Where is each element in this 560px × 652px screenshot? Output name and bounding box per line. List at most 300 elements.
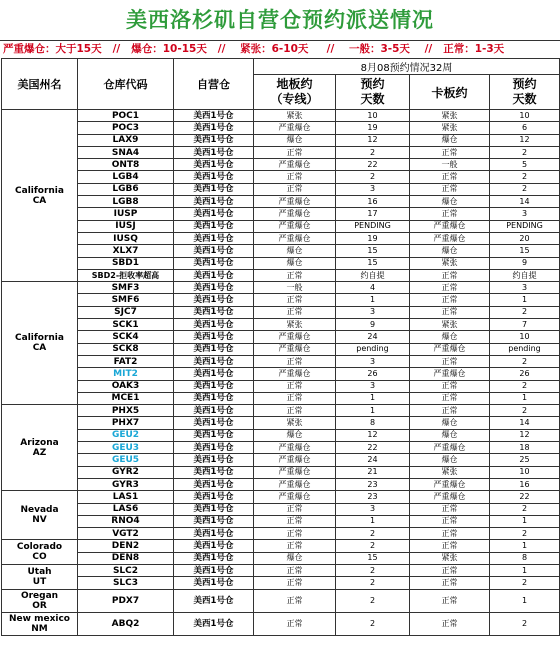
warehouse-code: POC1 xyxy=(78,110,174,122)
warehouse-code: GEU3 xyxy=(78,442,174,454)
legend-item: 紧张：6-10天 xyxy=(240,43,309,55)
warehouse-name: 美西1号仓 xyxy=(174,196,254,208)
legend-item: 严重爆仓：大于15天 xyxy=(3,43,102,55)
table-row xyxy=(2,417,560,429)
floor-days: 1 xyxy=(336,392,410,404)
floor-status: 严重爆仓 xyxy=(254,220,336,232)
table-row xyxy=(2,589,560,612)
table-row xyxy=(2,159,560,171)
card-status: 正常 xyxy=(410,380,490,392)
card-status: 严重爆仓 xyxy=(410,232,490,244)
card-days: 1 xyxy=(490,392,560,404)
warehouse-code: GEU2 xyxy=(78,429,174,441)
floor-days: 2 xyxy=(336,146,410,158)
warehouse-name: 美西1号仓 xyxy=(174,564,254,576)
card-status: 正常 xyxy=(410,589,490,612)
header-card: 卡板约 xyxy=(410,75,490,110)
card-status: 正常 xyxy=(410,269,490,281)
warehouse-name: 美西1号仓 xyxy=(174,528,254,540)
floor-days: 23 xyxy=(336,478,410,490)
warehouse-name: 美西1号仓 xyxy=(174,454,254,466)
state-cell: California CA xyxy=(2,110,78,282)
floor-status: 严重爆仓 xyxy=(254,454,336,466)
card-status: 爆仓 xyxy=(410,134,490,146)
warehouse-code: SLC3 xyxy=(78,577,174,589)
floor-status: 正常 xyxy=(254,355,336,367)
floor-status: 紧张 xyxy=(254,110,336,122)
warehouse-code: SBD2-拒收率超高 xyxy=(78,269,174,281)
card-status: 正常 xyxy=(410,528,490,540)
header-floor: 地板约 （专线） xyxy=(254,75,336,110)
state-cell: California CA xyxy=(2,282,78,405)
floor-days: 19 xyxy=(336,122,410,134)
floor-days: 2 xyxy=(336,577,410,589)
card-status: 正常 xyxy=(410,282,490,294)
floor-days: 16 xyxy=(336,196,410,208)
state-cell: New mexico NM xyxy=(2,612,78,635)
warehouse-name: 美西1号仓 xyxy=(174,319,254,331)
header-code: 仓库代码 xyxy=(78,59,174,110)
card-days: 10 xyxy=(490,331,560,343)
floor-status: 爆仓 xyxy=(254,245,336,257)
floor-days: 8 xyxy=(336,417,410,429)
card-days: 2 xyxy=(490,405,560,417)
floor-status: 严重爆仓 xyxy=(254,466,336,478)
warehouse-code: VGT2 xyxy=(78,528,174,540)
floor-days: 3 xyxy=(336,306,410,318)
floor-days: 19 xyxy=(336,232,410,244)
floor-status: 正常 xyxy=(254,528,336,540)
warehouse-code: SLC2 xyxy=(78,564,174,576)
floor-days: 2 xyxy=(336,540,410,552)
table-row xyxy=(2,392,560,404)
warehouse-code: PDX7 xyxy=(78,589,174,612)
warehouse-code: FAT2 xyxy=(78,355,174,367)
floor-status: 正常 xyxy=(254,405,336,417)
table-row xyxy=(2,405,560,417)
floor-status: 正常 xyxy=(254,306,336,318)
warehouse-name: 美西1号仓 xyxy=(174,208,254,220)
table-row xyxy=(2,294,560,306)
card-days: 3 xyxy=(490,282,560,294)
warehouse-name: 美西1号仓 xyxy=(174,491,254,503)
card-days: 12 xyxy=(490,134,560,146)
legend-item: 正常：1-3天 xyxy=(443,43,505,55)
floor-status: 爆仓 xyxy=(254,257,336,269)
floor-days: 4 xyxy=(336,282,410,294)
warehouse-name: 美西1号仓 xyxy=(174,552,254,564)
floor-days: 24 xyxy=(336,454,410,466)
card-status: 正常 xyxy=(410,355,490,367)
warehouse-code: SMF3 xyxy=(78,282,174,294)
warehouse-name: 美西1号仓 xyxy=(174,343,254,355)
warehouse-name: 美西1号仓 xyxy=(174,134,254,146)
table-row xyxy=(2,171,560,183)
card-status: 一般 xyxy=(410,159,490,171)
warehouse-name: 美西1号仓 xyxy=(174,269,254,281)
card-status: 严重爆仓 xyxy=(410,368,490,380)
floor-days: 2 xyxy=(336,589,410,612)
floor-days: 2 xyxy=(336,612,410,635)
table-row xyxy=(2,454,560,466)
legend-item: 一般：3-5天 xyxy=(348,43,410,55)
legend-separator: // xyxy=(326,43,335,55)
floor-status: 严重爆仓 xyxy=(254,232,336,244)
floor-status: 严重爆仓 xyxy=(254,122,336,134)
floor-status: 正常 xyxy=(254,589,336,612)
warehouse-name: 美西1号仓 xyxy=(174,392,254,404)
booking-table xyxy=(1,58,560,636)
card-status: 紧张 xyxy=(410,122,490,134)
card-status: 正常 xyxy=(410,392,490,404)
warehouse-code: IUSJ xyxy=(78,220,174,232)
card-status: 紧张 xyxy=(410,466,490,478)
table-row xyxy=(2,282,560,294)
floor-status: 严重爆仓 xyxy=(254,491,336,503)
card-status: 爆仓 xyxy=(410,245,490,257)
table-row xyxy=(2,257,560,269)
legend-separator: // xyxy=(217,43,226,55)
state-cell: Colorado CO xyxy=(2,540,78,565)
table-row xyxy=(2,269,560,281)
warehouse-code: SNA4 xyxy=(78,146,174,158)
warehouse-name: 美西1号仓 xyxy=(174,245,254,257)
state-cell: Oregan OR xyxy=(2,589,78,612)
table-row xyxy=(2,183,560,195)
card-status: 严重爆仓 xyxy=(410,220,490,232)
floor-days: 17 xyxy=(336,208,410,220)
warehouse-name: 美西1号仓 xyxy=(174,183,254,195)
card-status: 正常 xyxy=(410,540,490,552)
warehouse-code: PHX7 xyxy=(78,417,174,429)
card-days: 10 xyxy=(490,466,560,478)
table-row xyxy=(2,564,560,576)
floor-status: 严重爆仓 xyxy=(254,208,336,220)
floor-status: 正常 xyxy=(254,392,336,404)
warehouse-code: PHX5 xyxy=(78,405,174,417)
warehouse-name: 美西1号仓 xyxy=(174,171,254,183)
card-days: 2 xyxy=(490,171,560,183)
warehouse-name: 美西1号仓 xyxy=(174,122,254,134)
floor-days: 12 xyxy=(336,134,410,146)
warehouse-code: SJC7 xyxy=(78,306,174,318)
warehouse-name: 美西1号仓 xyxy=(174,282,254,294)
floor-status: 正常 xyxy=(254,577,336,589)
card-days: 14 xyxy=(490,417,560,429)
warehouse-name: 美西1号仓 xyxy=(174,442,254,454)
table-row xyxy=(2,429,560,441)
card-status: 正常 xyxy=(410,515,490,527)
warehouse-name: 美西1号仓 xyxy=(174,368,254,380)
header-floor-days: 预约 天数 xyxy=(336,75,410,110)
warehouse-name: 美西1号仓 xyxy=(174,478,254,490)
floor-days: 26 xyxy=(336,368,410,380)
card-days: 2 xyxy=(490,577,560,589)
card-status: 正常 xyxy=(410,208,490,220)
warehouse-name: 美西1号仓 xyxy=(174,257,254,269)
floor-status: 正常 xyxy=(254,171,336,183)
table-row xyxy=(2,478,560,490)
floor-status: 严重爆仓 xyxy=(254,159,336,171)
warehouse-code: POC3 xyxy=(78,122,174,134)
table-row xyxy=(2,612,560,635)
floor-days: 2 xyxy=(336,528,410,540)
legend-separator: // xyxy=(112,43,121,55)
warehouse-name: 美西1号仓 xyxy=(174,380,254,392)
card-status: 紧张 xyxy=(410,552,490,564)
card-days: 2 xyxy=(490,306,560,318)
table-row xyxy=(2,208,560,220)
table-row xyxy=(2,368,560,380)
card-status: 正常 xyxy=(410,612,490,635)
card-status: 爆仓 xyxy=(410,454,490,466)
card-days: 8 xyxy=(490,552,560,564)
warehouse-name: 美西1号仓 xyxy=(174,540,254,552)
warehouse-code: SCK8 xyxy=(78,343,174,355)
card-days: 10 xyxy=(490,110,560,122)
warehouse-code: LGB6 xyxy=(78,183,174,195)
card-days: 14 xyxy=(490,196,560,208)
card-days: 6 xyxy=(490,122,560,134)
table-row xyxy=(2,232,560,244)
floor-days: 9 xyxy=(336,319,410,331)
floor-days: 15 xyxy=(336,245,410,257)
floor-days: 3 xyxy=(336,355,410,367)
table-row xyxy=(2,528,560,540)
card-days: 26 xyxy=(490,368,560,380)
warehouse-code: SCK1 xyxy=(78,319,174,331)
card-status: 爆仓 xyxy=(410,417,490,429)
floor-status: 正常 xyxy=(254,612,336,635)
floor-days: 12 xyxy=(336,429,410,441)
table-row xyxy=(2,515,560,527)
warehouse-name: 美西1号仓 xyxy=(174,110,254,122)
floor-status: 爆仓 xyxy=(254,552,336,564)
warehouse-code: LGB4 xyxy=(78,171,174,183)
floor-status: 正常 xyxy=(254,294,336,306)
card-days: 3 xyxy=(490,208,560,220)
card-days: 16 xyxy=(490,478,560,490)
floor-status: 严重爆仓 xyxy=(254,442,336,454)
table-row xyxy=(2,220,560,232)
card-status: 爆仓 xyxy=(410,429,490,441)
header-period: 8月08预约情况32周 xyxy=(254,59,560,75)
state-cell: Utah UT xyxy=(2,564,78,589)
card-status: 严重爆仓 xyxy=(410,343,490,355)
card-status: 正常 xyxy=(410,146,490,158)
warehouse-code: LAX9 xyxy=(78,134,174,146)
floor-status: 正常 xyxy=(254,146,336,158)
table-row xyxy=(2,306,560,318)
warehouse-code: ONT8 xyxy=(78,159,174,171)
card-status: 正常 xyxy=(410,577,490,589)
floor-days: 2 xyxy=(336,171,410,183)
card-status: 正常 xyxy=(410,171,490,183)
card-days: 1 xyxy=(490,294,560,306)
card-status: 紧张 xyxy=(410,257,490,269)
warehouse-name: 美西1号仓 xyxy=(174,159,254,171)
floor-status: 严重爆仓 xyxy=(254,478,336,490)
warehouse-name: 美西1号仓 xyxy=(174,294,254,306)
floor-status: 严重爆仓 xyxy=(254,343,336,355)
warehouse-name: 美西1号仓 xyxy=(174,306,254,318)
warehouse-name: 美西1号仓 xyxy=(174,355,254,367)
warehouse-code: LAS6 xyxy=(78,503,174,515)
warehouse-name: 美西1号仓 xyxy=(174,429,254,441)
warehouse-code: SCK4 xyxy=(78,331,174,343)
warehouse-name: 美西1号仓 xyxy=(174,331,254,343)
table-row xyxy=(2,343,560,355)
card-status: 正常 xyxy=(410,503,490,515)
floor-days: 23 xyxy=(336,491,410,503)
card-days: 9 xyxy=(490,257,560,269)
table-row xyxy=(2,134,560,146)
card-days: 7 xyxy=(490,319,560,331)
legend-item: 爆仓：10-15天 xyxy=(131,43,207,55)
warehouse-code: SMF6 xyxy=(78,294,174,306)
floor-days: 2 xyxy=(336,564,410,576)
card-days: 2 xyxy=(490,183,560,195)
table-row xyxy=(2,540,560,552)
card-days: PENDING xyxy=(490,220,560,232)
card-days: 2 xyxy=(490,528,560,540)
warehouse-code: MCE1 xyxy=(78,392,174,404)
card-status: 爆仓 xyxy=(410,331,490,343)
card-days: 18 xyxy=(490,442,560,454)
floor-status: 正常 xyxy=(254,515,336,527)
floor-status: 严重爆仓 xyxy=(254,368,336,380)
warehouse-name: 美西1号仓 xyxy=(174,589,254,612)
floor-days: pending xyxy=(336,343,410,355)
floor-days: 3 xyxy=(336,183,410,195)
warehouse-code: XLX7 xyxy=(78,245,174,257)
floor-status: 严重爆仓 xyxy=(254,331,336,343)
warehouse-code: SBD1 xyxy=(78,257,174,269)
floor-status: 严重爆仓 xyxy=(254,196,336,208)
floor-days: 约自提 xyxy=(336,269,410,281)
card-days: 5 xyxy=(490,159,560,171)
floor-status: 正常 xyxy=(254,269,336,281)
warehouse-name: 美西1号仓 xyxy=(174,405,254,417)
floor-status: 紧张 xyxy=(254,319,336,331)
floor-status: 正常 xyxy=(254,503,336,515)
header-warehouse: 自营仓 xyxy=(174,59,254,110)
card-status: 严重爆仓 xyxy=(410,491,490,503)
card-days: 1 xyxy=(490,540,560,552)
table-row xyxy=(2,577,560,589)
card-status: 正常 xyxy=(410,564,490,576)
floor-status: 爆仓 xyxy=(254,134,336,146)
table-row xyxy=(2,491,560,503)
card-days: 15 xyxy=(490,245,560,257)
floor-days: 10 xyxy=(336,110,410,122)
table-row xyxy=(2,245,560,257)
card-status: 严重爆仓 xyxy=(410,478,490,490)
card-days: 12 xyxy=(490,429,560,441)
card-days: 2 xyxy=(490,612,560,635)
card-days: 2 xyxy=(490,380,560,392)
floor-days: 3 xyxy=(336,503,410,515)
warehouse-code: GEU5 xyxy=(78,454,174,466)
floor-days: 15 xyxy=(336,552,410,564)
floor-days: 15 xyxy=(336,257,410,269)
table-row xyxy=(2,319,560,331)
warehouse-name: 美西1号仓 xyxy=(174,146,254,158)
table-row xyxy=(2,122,560,134)
table-row xyxy=(2,355,560,367)
floor-days: 1 xyxy=(336,515,410,527)
card-days: 约自提 xyxy=(490,269,560,281)
card-status: 严重爆仓 xyxy=(410,442,490,454)
table-row xyxy=(2,442,560,454)
header-card-days: 预约 天数 xyxy=(490,75,560,110)
card-status: 正常 xyxy=(410,405,490,417)
card-days: pending xyxy=(490,343,560,355)
warehouse-name: 美西1号仓 xyxy=(174,577,254,589)
state-cell: Arizona AZ xyxy=(2,405,78,491)
table-row xyxy=(2,196,560,208)
floor-status: 一般 xyxy=(254,282,336,294)
card-days: 22 xyxy=(490,491,560,503)
state-cell: Nevada NV xyxy=(2,491,78,540)
warehouse-code: GYR2 xyxy=(78,466,174,478)
floor-days: 21 xyxy=(336,466,410,478)
card-status: 正常 xyxy=(410,183,490,195)
warehouse-code: LGB8 xyxy=(78,196,174,208)
warehouse-code: RNO4 xyxy=(78,515,174,527)
card-status: 爆仓 xyxy=(410,196,490,208)
floor-days: 24 xyxy=(336,331,410,343)
floor-days: 22 xyxy=(336,442,410,454)
warehouse-code: DEN8 xyxy=(78,552,174,564)
card-days: 2 xyxy=(490,355,560,367)
floor-status: 正常 xyxy=(254,540,336,552)
warehouse-code: IUSP xyxy=(78,208,174,220)
floor-days: PENDING xyxy=(336,220,410,232)
warehouse-code: ABQ2 xyxy=(78,612,174,635)
card-status: 紧张 xyxy=(410,110,490,122)
warehouse-code: GYR3 xyxy=(78,478,174,490)
table-row xyxy=(2,146,560,158)
warehouse-code: DEN2 xyxy=(78,540,174,552)
warehouse-name: 美西1号仓 xyxy=(174,515,254,527)
warehouse-name: 美西1号仓 xyxy=(174,232,254,244)
floor-days: 1 xyxy=(336,294,410,306)
card-days: 2 xyxy=(490,146,560,158)
floor-status: 正常 xyxy=(254,380,336,392)
page-title: 美西洛杉矶自营仓预约派送情况 xyxy=(126,8,434,32)
card-days: 1 xyxy=(490,589,560,612)
card-days: 1 xyxy=(490,564,560,576)
warehouse-code: IUSQ xyxy=(78,232,174,244)
card-days: 20 xyxy=(490,232,560,244)
card-status: 正常 xyxy=(410,306,490,318)
warehouse-code: OAK3 xyxy=(78,380,174,392)
warehouse-code: LAS1 xyxy=(78,491,174,503)
floor-status: 正常 xyxy=(254,564,336,576)
card-days: 25 xyxy=(490,454,560,466)
warehouse-name: 美西1号仓 xyxy=(174,612,254,635)
header-state: 美国州名 xyxy=(2,59,78,110)
floor-days: 3 xyxy=(336,380,410,392)
card-days: 1 xyxy=(490,515,560,527)
card-status: 正常 xyxy=(410,294,490,306)
legend-separator: // xyxy=(424,43,433,55)
warehouse-name: 美西1号仓 xyxy=(174,466,254,478)
floor-status: 爆仓 xyxy=(254,429,336,441)
table-row xyxy=(2,380,560,392)
floor-days: 22 xyxy=(336,159,410,171)
